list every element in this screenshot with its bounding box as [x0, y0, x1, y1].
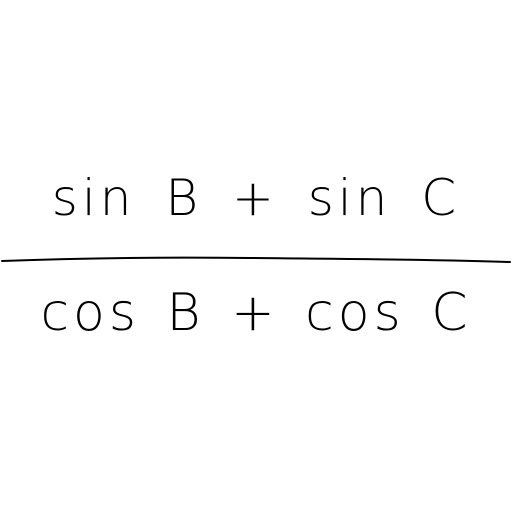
numerator-expression: sin B + sin C: [51, 169, 461, 227]
fraction-bar: [0, 252, 512, 268]
denominator-expression: cos B + cos C: [40, 283, 472, 343]
